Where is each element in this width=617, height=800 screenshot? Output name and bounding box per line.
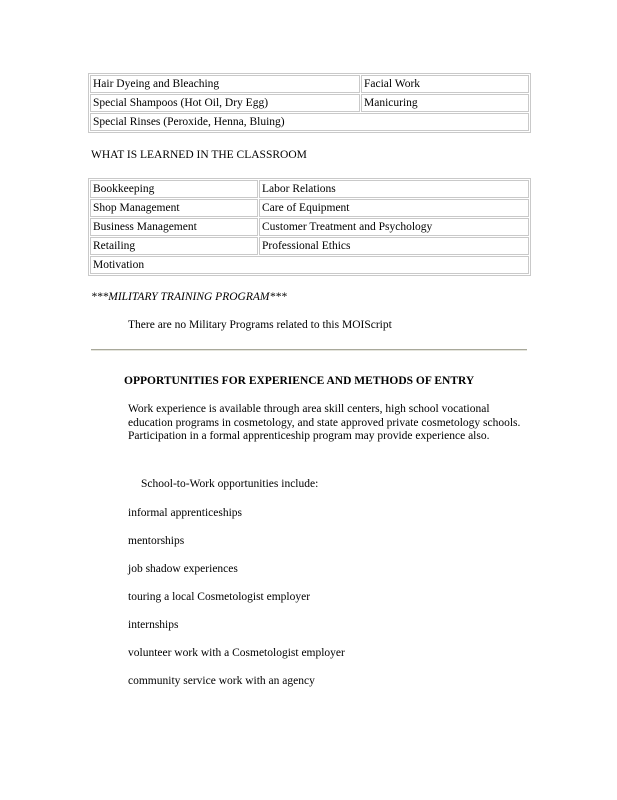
table-cell: Professional Ethics (259, 237, 529, 255)
school-to-work-intro: School-to-Work opportunities include: (141, 478, 319, 490)
military-note: There are no Military Programs related to this MOIScript (128, 319, 392, 331)
list-item: internships (128, 619, 179, 631)
table-cell: Motivation (90, 256, 529, 274)
work-experience-paragraph: Work experience is available through area skill centers, high school vocational education programs in cosmetology, and state approved private cosmetology schools. Participation in a formal apprenticeship program may provide experience also. (128, 403, 521, 442)
list-item: touring a local Cosmetologist employer (128, 591, 311, 603)
table-row (90, 218, 529, 236)
classroom-table (88, 178, 531, 276)
table-cell: Manicuring (361, 94, 529, 112)
table-cell: Customer Treatment and Psychology (259, 218, 529, 236)
table-cell: Retailing (90, 237, 258, 255)
table-cell: Hair Dyeing and Bleaching (90, 75, 360, 93)
list-item: mentorships (128, 535, 185, 547)
table-cell: Special Rinses (Peroxide, Henna, Bluing) (90, 113, 529, 131)
table-row (90, 237, 529, 255)
classroom-heading: WHAT IS LEARNED IN THE CLASSROOM (91, 149, 307, 161)
list-item: volunteer work with a Cosmetologist employer (128, 647, 345, 659)
list-item: job shadow experiences (128, 563, 238, 575)
table-cell: Facial Work (361, 75, 529, 93)
table-cell: Bookkeeping (90, 180, 258, 198)
table-row (90, 94, 529, 112)
services-table (88, 73, 531, 133)
table-row (90, 256, 529, 274)
table-cell: Business Management (90, 218, 258, 236)
table-row (90, 180, 529, 198)
table-cell: Shop Management (90, 199, 258, 217)
table-row (90, 113, 529, 131)
table-cell: Special Shampoos (Hot Oil, Dry Egg) (90, 94, 360, 112)
section-divider (91, 349, 527, 351)
table-row (90, 75, 529, 93)
table-cell: Labor Relations (259, 180, 529, 198)
table-row (90, 199, 529, 217)
opportunities-heading: OPPORTUNITIES FOR EXPERIENCE AND METHODS OF ENTRY (124, 375, 475, 387)
list-item: informal apprenticeships (128, 507, 243, 519)
military-heading: ***MILITARY TRAINING PROGRAM*** (91, 291, 287, 303)
opportunities-list (128, 506, 345, 702)
table-cell: Care of Equipment (259, 199, 529, 217)
list-item: community service work with an agency (128, 675, 315, 687)
